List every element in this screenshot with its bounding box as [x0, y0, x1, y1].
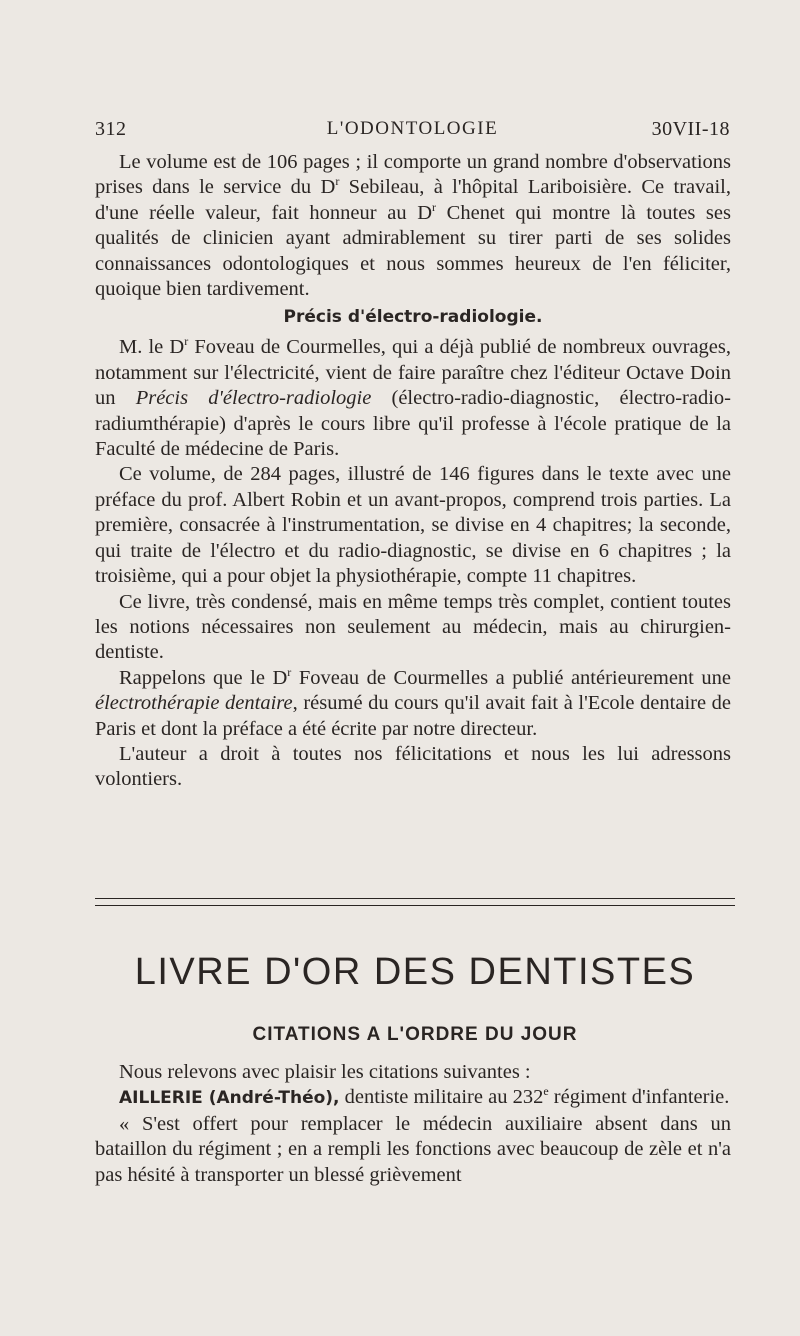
paragraph-6: L'auteur a droit à toutes nos félicitations et nous les lui adressons volontiers. — [95, 742, 731, 791]
paragraph-4: Ce livre, très condensé, mais en même temps très complet, contient toutes les notions nécessaires non seulement au médecin, mais au chirurgien-dentiste. — [95, 590, 731, 664]
paragraph-3: Ce volume, de 284 pages, illustré de 146 figures dans le texte avec une préface du prof. Albert Robin et un avant-propos, comprend trois parties. La première, consacrée à l'instrumentation, se divise en 4 chapitres; la seconde, qui traite de l'électro et du radio-diagnostic, se divise en 6 chapitres ; la troisième, qui a pour objet la physiothérapie, compte 11 chapitres. — [95, 463, 731, 588]
paragraph-5: Rappelons que le $D^r$ Foveau de Courmelles a publié antérieurement une électrothérapie dentaire, résumé du cours qu'il avait fait à l'Ecole dentaire de Paris et dont la préface a été écrite par notre directeur. — [95, 664, 732, 740]
citation-entry: AILLERIE (André-Théo), dentiste militaire au 232e régiment d'infanterie. — [119, 1084, 730, 1109]
section-title: LIVRE D'OR DES DENTISTES — [134, 951, 696, 993]
page-number: 312 — [95, 118, 127, 140]
section-divider — [95, 898, 735, 906]
paragraph-1: Le volume est de 106 pages ; il comporte un grand nombre d'observations prises dans le service du $D^r$ Sebileau, à l'hôpital Lariboisière. Ce travail, d'une réelle valeur, fait honneur au $D^r$ Chenet qui montre là toutes ses qualités de clinicien ayant admirablement su tirer parti de ses solides connaissances odontologiques et nous sommes heureux de l'en féliciter, quoique bien tardivement. — [95, 151, 731, 301]
journal-title: L'ODONTOLOGIE — [326, 118, 499, 139]
section-subtitle: CITATIONS A L'ORDRE DU JOUR — [252, 1024, 578, 1045]
citations-intro: Nous relevons avec plaisir les citations suivantes : — [119, 1061, 531, 1083]
citation-quote: « S'est offert pour remplacer le médecin auxiliaire absent dans un bataillon du régiment ; en a rempli les fonctions avec beaucoup de zèle et n'a pas hésité à transporter un blessé grièvement — [95, 1112, 731, 1186]
citations-text — [95, 1060, 731, 1188]
running-header — [95, 118, 730, 142]
review-text — [95, 150, 731, 793]
paragraph-2: M. le $D^r$ Foveau de Courmelles, qui a déjà publié de nombreux ouvrages, notamment sur l'électricité, vient de faire paraître chez l'éditeur Octave Doin un Précis d'électro-radiologie (électro-radio-diagnostic, électro-radio-radiumthérapie) d'après le cours libre qu'il professe à l'école pratique de la Faculté de médecine de Paris. — [95, 334, 732, 461]
issue-date: 30VII-18 — [651, 118, 730, 140]
citation-name: AILLERIE (André-Théo), — [119, 1088, 340, 1109]
review-heading: Précis d'électro-radiologie. — [283, 307, 543, 328]
